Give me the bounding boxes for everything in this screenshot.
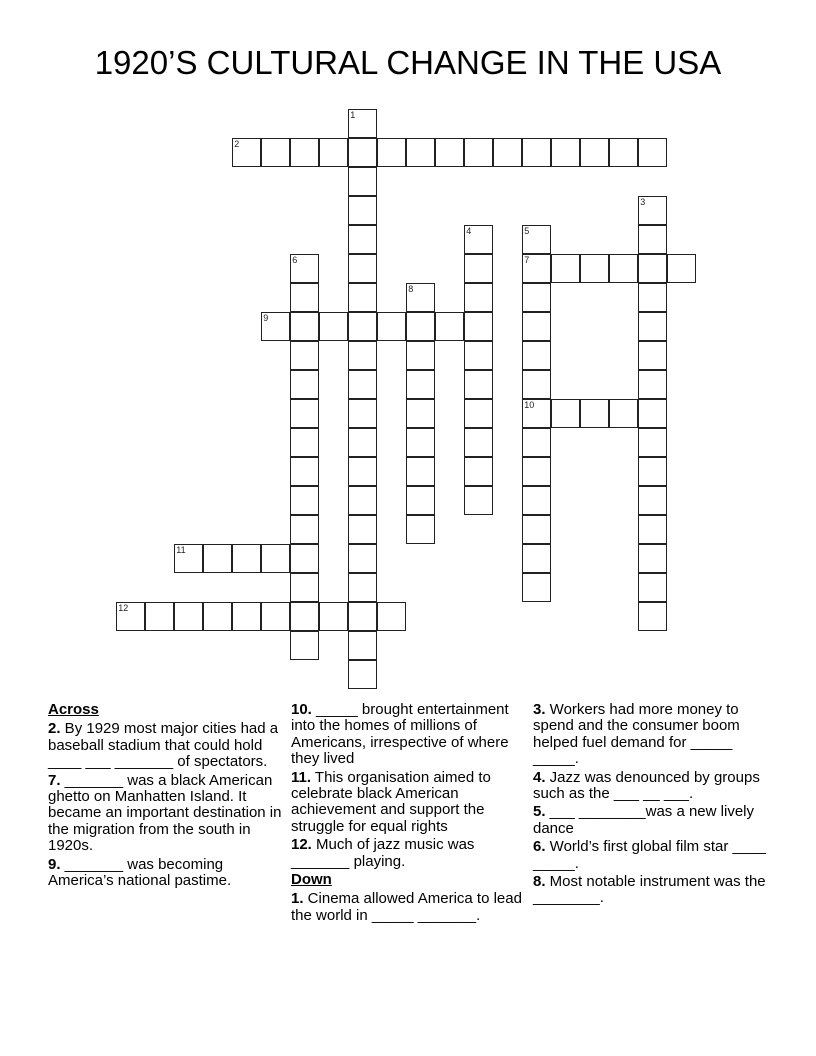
grid-cell[interactable] xyxy=(290,486,319,515)
grid-cell[interactable] xyxy=(464,399,493,428)
grid-cell[interactable] xyxy=(435,138,464,167)
clues-column-1 xyxy=(48,702,283,891)
grid-cell[interactable] xyxy=(464,457,493,486)
grid-cell[interactable] xyxy=(464,138,493,167)
grid-cell[interactable] xyxy=(609,399,638,428)
clue-number: 7 xyxy=(524,255,530,266)
grid-cell[interactable] xyxy=(522,457,551,486)
grid-cell[interactable] xyxy=(290,631,319,660)
grid-cell[interactable] xyxy=(174,544,203,573)
grid-cell[interactable] xyxy=(290,138,319,167)
grid-cell[interactable] xyxy=(290,341,319,370)
grid-cell[interactable] xyxy=(290,399,319,428)
grid-cell[interactable] xyxy=(348,225,377,254)
grid-cell[interactable] xyxy=(348,515,377,544)
grid-cell[interactable] xyxy=(464,428,493,457)
grid-cell[interactable] xyxy=(261,544,290,573)
grid-cell[interactable] xyxy=(406,341,435,370)
grid-cell[interactable] xyxy=(638,602,667,631)
grid-cell[interactable] xyxy=(638,225,667,254)
grid-cell[interactable] xyxy=(348,486,377,515)
grid-cell[interactable] xyxy=(348,196,377,225)
grid-cell[interactable] xyxy=(319,138,348,167)
grid-cell[interactable] xyxy=(406,138,435,167)
grid-cell[interactable] xyxy=(348,399,377,428)
grid-cell[interactable] xyxy=(667,254,696,283)
grid-cell[interactable] xyxy=(290,428,319,457)
grid-cell[interactable] xyxy=(522,312,551,341)
grid-cell[interactable] xyxy=(522,254,551,283)
clue-across-10: 10. _____ brought entertainment into the homes of millions of Americans, irrespective of where they lived xyxy=(291,701,509,768)
grid-cell[interactable] xyxy=(290,602,319,631)
clue-down-4: 4. Jazz was denounced by groups such as the ___ __ ___. xyxy=(533,768,760,803)
grid-cell[interactable] xyxy=(290,573,319,602)
grid-cell[interactable] xyxy=(609,138,638,167)
clue-across-12: 12. Much of jazz music was _______ playing. xyxy=(291,836,475,870)
grid-cell[interactable] xyxy=(290,544,319,573)
grid-cell[interactable] xyxy=(406,486,435,515)
grid-cell[interactable] xyxy=(638,370,667,399)
clue-down-8: 8. Most notable instrument was the ________. xyxy=(533,873,766,907)
grid-cell[interactable] xyxy=(348,544,377,573)
clue-number: 5 xyxy=(524,226,530,237)
grid-cell[interactable] xyxy=(522,341,551,370)
clue-number: 4 xyxy=(466,226,472,237)
grid-cell[interactable] xyxy=(232,602,261,631)
grid-cell[interactable] xyxy=(377,138,406,167)
grid-cell[interactable] xyxy=(464,370,493,399)
grid-cell[interactable] xyxy=(464,283,493,312)
clue-number: 10 xyxy=(524,400,535,411)
grid-cell[interactable] xyxy=(464,254,493,283)
grid-cell[interactable] xyxy=(348,428,377,457)
grid-cell[interactable] xyxy=(522,428,551,457)
grid-cell[interactable] xyxy=(290,254,319,283)
grid-cell[interactable] xyxy=(203,544,232,573)
grid-cell[interactable] xyxy=(319,602,348,631)
grid-cell[interactable] xyxy=(638,283,667,312)
grid-cell[interactable] xyxy=(580,399,609,428)
grid-cell[interactable] xyxy=(348,660,377,689)
grid-cell[interactable] xyxy=(348,573,377,602)
grid-cell[interactable] xyxy=(638,573,667,602)
clue-down-1: 1. Cinema allowed America to lead the world in _____ _______. xyxy=(291,890,522,924)
clue-across-11: 11. This organisation aimed to celebrate black American achievement and support the struggle for equal rights xyxy=(291,768,491,835)
clue-down-5: 5. ___ ________was a new lively dance xyxy=(533,803,754,837)
grid-cell[interactable] xyxy=(261,602,290,631)
clue-number: 1 xyxy=(350,110,356,121)
grid-cell[interactable] xyxy=(261,138,290,167)
grid-cell[interactable] xyxy=(174,602,203,631)
clue-number: 6 xyxy=(292,255,298,266)
grid-cell[interactable] xyxy=(638,428,667,457)
grid-cell[interactable] xyxy=(551,399,580,428)
clue-across-7: 7. _______ was a black American ghetto on Manhatten Island. It became an important destination in the migration from the south in 1920s. xyxy=(48,771,282,855)
grid-cell[interactable] xyxy=(348,167,377,196)
grid-cell[interactable] xyxy=(638,196,667,225)
grid-cell[interactable] xyxy=(406,399,435,428)
grid-cell[interactable] xyxy=(406,283,435,312)
clue-number: 2 xyxy=(234,139,240,150)
clue-number: 3 xyxy=(640,197,646,208)
clue-number: 12 xyxy=(118,603,129,614)
grid-cell[interactable] xyxy=(551,254,580,283)
grid-cell[interactable] xyxy=(145,602,174,631)
grid-cell[interactable] xyxy=(551,138,580,167)
grid-cell[interactable] xyxy=(638,515,667,544)
grid-cell[interactable] xyxy=(348,283,377,312)
grid-cell[interactable] xyxy=(522,573,551,602)
grid-cell[interactable] xyxy=(522,370,551,399)
clues-column-3 xyxy=(533,702,778,909)
grid-cell[interactable] xyxy=(638,486,667,515)
grid-cell[interactable] xyxy=(580,254,609,283)
grid-cell[interactable] xyxy=(522,283,551,312)
clues-column-2 xyxy=(291,702,523,926)
grid-cell[interactable] xyxy=(290,283,319,312)
grid-cell[interactable] xyxy=(290,515,319,544)
grid-cell[interactable] xyxy=(522,486,551,515)
grid-cell[interactable] xyxy=(580,138,609,167)
grid-cell[interactable] xyxy=(638,254,667,283)
clue-down-3: 3. Workers had more money to spend and the consumer boom helped fuel demand for _____ _____. xyxy=(533,701,740,768)
grid-cell[interactable] xyxy=(406,370,435,399)
grid-cell[interactable] xyxy=(348,631,377,660)
grid-cell[interactable] xyxy=(493,138,522,167)
grid-cell[interactable] xyxy=(348,109,377,138)
grid-cell[interactable] xyxy=(406,312,435,341)
grid-cell[interactable] xyxy=(522,138,551,167)
grid-cell[interactable] xyxy=(638,341,667,370)
grid-cell[interactable] xyxy=(522,399,551,428)
clue-number: 11 xyxy=(176,545,186,556)
grid-cell[interactable] xyxy=(348,341,377,370)
grid-cell[interactable] xyxy=(348,602,377,631)
clue-number: 8 xyxy=(408,284,414,295)
grid-cell[interactable] xyxy=(116,602,145,631)
clue-number: 9 xyxy=(263,313,269,324)
grid-cell[interactable] xyxy=(638,457,667,486)
grid-cell[interactable] xyxy=(406,457,435,486)
grid-cell[interactable] xyxy=(406,515,435,544)
grid-cell[interactable] xyxy=(464,312,493,341)
grid-cell[interactable] xyxy=(203,602,232,631)
grid-cell[interactable] xyxy=(232,544,261,573)
grid-cell[interactable] xyxy=(522,544,551,573)
grid-cell[interactable] xyxy=(290,370,319,399)
grid-cell[interactable] xyxy=(348,254,377,283)
grid-cell[interactable] xyxy=(638,138,667,167)
grid-cell[interactable] xyxy=(464,486,493,515)
grid-cell[interactable] xyxy=(261,312,290,341)
clue-across-2: 2. By 1929 most major cities had a baseball stadium that could hold ____ ___ _______ of spectators. xyxy=(48,720,279,771)
grid-cell[interactable] xyxy=(290,457,319,486)
page-title: 1920’S CULTURAL CHANGE IN THE USA xyxy=(94,44,722,81)
clue-down-6: 6. World’s first global film star ____ _____. xyxy=(533,838,766,872)
grid-cell[interactable] xyxy=(435,312,464,341)
grid-cell[interactable] xyxy=(348,370,377,399)
grid-cell[interactable] xyxy=(290,312,319,341)
grid-cell[interactable] xyxy=(638,399,667,428)
grid-cell[interactable] xyxy=(319,312,348,341)
grid-cell[interactable] xyxy=(638,544,667,573)
clue-across-9: 9. _______ was becoming America’s national pastime. xyxy=(48,855,232,890)
grid-cell[interactable] xyxy=(348,457,377,486)
grid-cell[interactable] xyxy=(232,138,261,167)
grid-cell[interactable] xyxy=(609,254,638,283)
grid-cell[interactable] xyxy=(406,428,435,457)
grid-cell[interactable] xyxy=(638,312,667,341)
down-heading: Down xyxy=(291,871,332,889)
grid-cell[interactable] xyxy=(522,515,551,544)
grid-cell[interactable] xyxy=(522,225,551,254)
grid-cell[interactable] xyxy=(348,312,377,341)
grid-cell[interactable] xyxy=(348,138,377,167)
grid-cell[interactable] xyxy=(464,341,493,370)
grid-cell[interactable] xyxy=(377,602,406,631)
grid-cell[interactable] xyxy=(464,225,493,254)
grid-cell[interactable] xyxy=(377,312,406,341)
crossword-grid xyxy=(117,110,726,690)
across-heading: Across xyxy=(48,701,99,718)
